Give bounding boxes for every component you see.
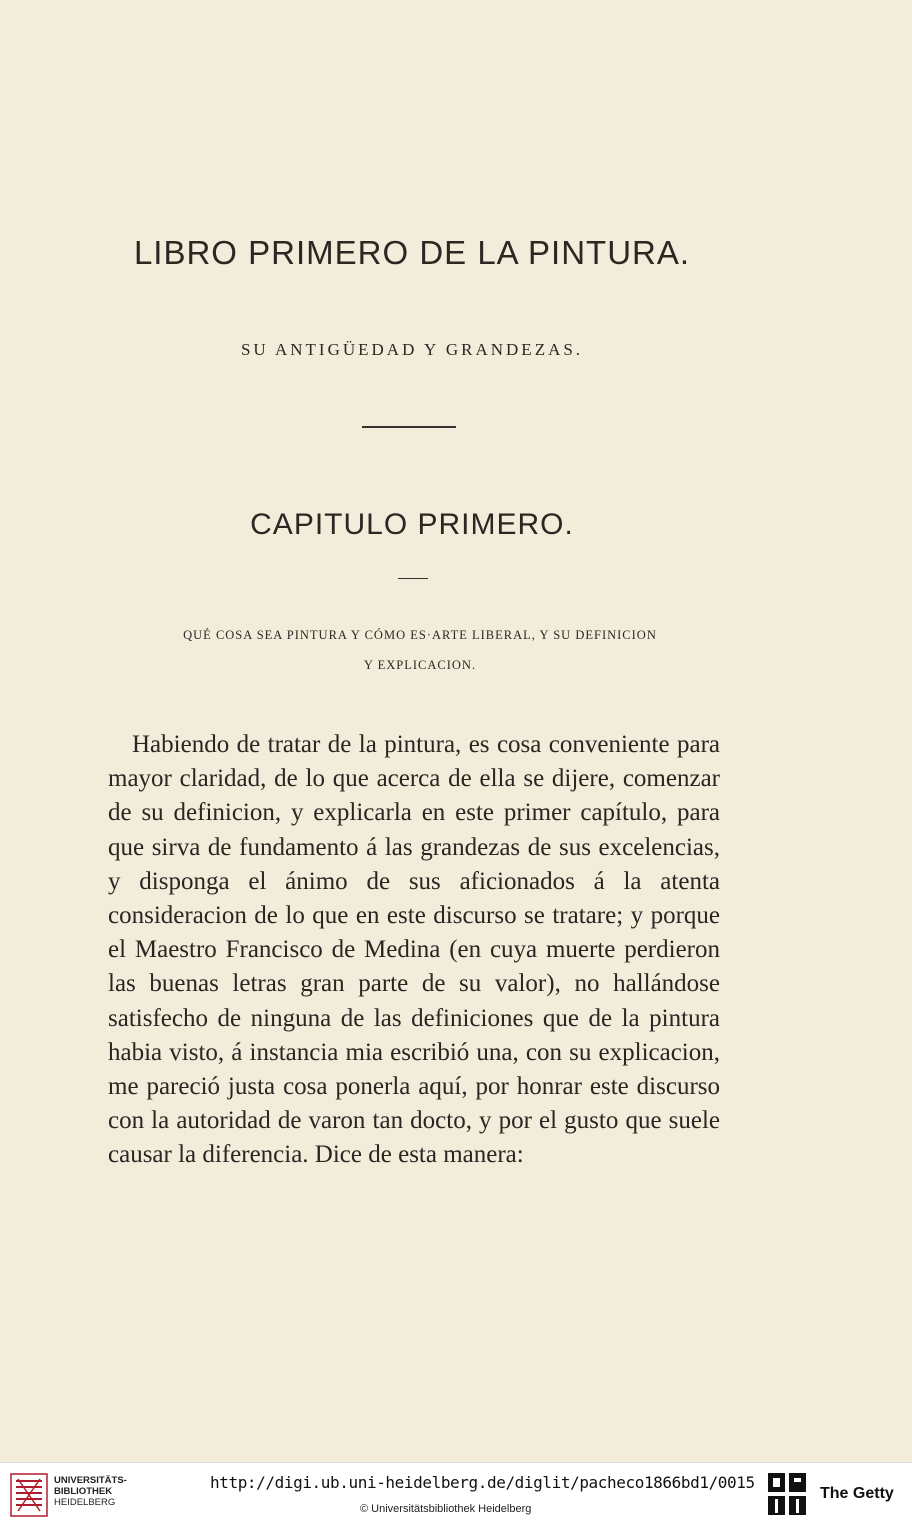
divider-rule-short <box>398 578 428 579</box>
chapter-subtitle <box>110 620 730 680</box>
digital-copy-link[interactable]: http://digi.ub.uni-heidelberg.de/diglit/pacheco1866bd1/0015 <box>210 1473 755 1492</box>
book-subtitle: SU ANTIGÜEDAD Y GRANDEZAS. <box>240 340 584 359</box>
library-name-line1: UNIVERSITÄTS- <box>54 1475 127 1486</box>
library-name <box>54 1475 127 1508</box>
library-name-line3: HEIDELBERG <box>54 1497 116 1508</box>
copyright-notice: © Universitätsbibliothek Heidelberg <box>360 1503 532 1515</box>
chapter-subtitle-line1: QUÉ COSA SEA PINTURA Y CÓMO ES·ARTE LIBERAL, Y SU DEFINICION <box>183 628 657 642</box>
book-title: LIBRO PRIMERO DE LA PINTURA. <box>133 234 691 271</box>
body-paragraph: Habiendo de tratar de la pintura, es cosa conveniente para mayor claridad, de lo que acerca de ella se dijere, comenzar de su definicion, y explicarla en este primer capítulo, para que sirva de fundamento á las grandezas de sus excelencias, y disponga el ánimo de sus aficionados á la atenta consideracion de lo que en este discurso se tratare; y porque el Maestro Francisco de Medina (en cuya muerte perdieron las buenas letras gran parte de su valor), no hallándose satisfecho de ninguna de las definiciones que de la pintura habia visto, á instancia mia escribió una, con su explicacion, me pareció justa cosa ponerla aquí, por honrar este discurso con la autoridad de varon tan docto, y por el gusto que suele causar la diferencia. Dice de esta manera: <box>108 731 720 1169</box>
university-library-logo-icon <box>10 1473 48 1517</box>
footer-bar <box>0 1462 912 1527</box>
chapter-subtitle-line2: Y EXPLICACION. <box>363 658 477 672</box>
chapter-title: CAPITULO PRIMERO. <box>250 508 574 541</box>
getty-logo-icon <box>766 1471 808 1517</box>
library-name-line2: BIBLIOTHEK <box>54 1486 113 1497</box>
body-text <box>108 728 720 1173</box>
divider-rule <box>362 426 456 428</box>
getty-label: The Getty <box>820 1485 894 1502</box>
